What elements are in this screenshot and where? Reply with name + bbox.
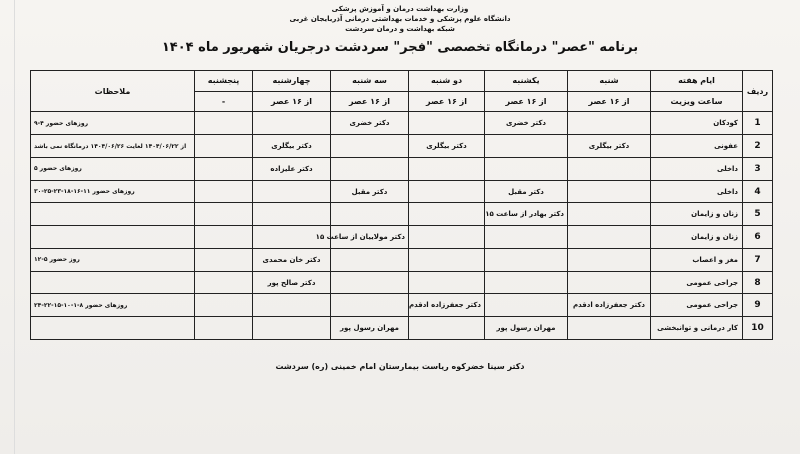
cell-wed: دکتر علیزاده <box>253 157 331 180</box>
cell-notes: روزهای حضور ۵ <box>31 157 195 180</box>
cell-spec: عفونی <box>651 135 743 158</box>
cell-sat: دکتر جعفرزاده ادقدم <box>568 294 651 317</box>
cell-mon <box>409 226 485 249</box>
row-number-header: ردیف <box>743 71 773 112</box>
cell-sun <box>485 226 568 249</box>
cell-sun: دکتر مقبل <box>485 180 568 203</box>
cell-thu <box>195 248 253 271</box>
cell-tue: مهران رسول پور <box>331 317 409 340</box>
cell-spec: کار درمانی و توانبخشی <box>651 317 743 340</box>
cell-num: 7 <box>743 248 773 271</box>
cell-wed: دکتر خان محمدی <box>253 248 331 271</box>
weekday-header: ایام هفته <box>651 71 743 92</box>
network-line: شبکه بهداشت و درمان سردشت <box>345 25 455 33</box>
cell-num: 10 <box>743 317 773 340</box>
cell-thu <box>195 317 253 340</box>
cell-tue: دکتر خضری <box>331 112 409 135</box>
cell-mon: دکتر جعفرزاده ادقدم <box>409 294 485 317</box>
cell-sun: دکتر بهادر از ساعت ۱۵ <box>485 203 568 226</box>
table-row <box>31 112 773 135</box>
ministry-line: وزارت بهداشت درمان و آموزش پزشکی <box>331 5 469 13</box>
cell-spec: جراحی عمومی <box>651 271 743 294</box>
cell-notes: روزهای حضور ۴-۹ <box>31 112 195 135</box>
cell-wed <box>253 180 331 203</box>
cell-sun <box>485 248 568 271</box>
cell-tue <box>331 248 409 271</box>
cell-thu <box>195 135 253 158</box>
cell-sat <box>568 226 651 249</box>
cell-tue <box>331 294 409 317</box>
cell-sun <box>485 135 568 158</box>
monday-time: از ۱۶ عصر <box>409 91 485 112</box>
cell-spec: زنان و زایمان <box>651 203 743 226</box>
cell-sat: دکتر بیگلری <box>568 135 651 158</box>
signature-line: دکتر سینا خضرکوه ریاست بیمارستان امام خمینی (ره) سردشت <box>275 362 525 371</box>
saturday-header: شنبه <box>568 71 651 92</box>
cell-sun: دکتر خضری <box>485 112 568 135</box>
cell-spec: جراحی عمومی <box>651 294 743 317</box>
tuesday-header: سه شنبه <box>331 71 409 92</box>
cell-spec: مغز و اعصاب <box>651 248 743 271</box>
cell-mon <box>409 317 485 340</box>
thursday-header: پنجشنبه <box>195 71 253 92</box>
cell-mon: دکتر بیگلری <box>409 135 485 158</box>
table-row <box>31 226 773 249</box>
cell-sat <box>568 112 651 135</box>
cell-sat <box>568 317 651 340</box>
wednesday-header: چهارشنبه <box>253 71 331 92</box>
schedule-table <box>30 70 773 340</box>
table-row <box>31 317 773 340</box>
cell-mon <box>409 271 485 294</box>
cell-notes: روزهای حضور ۸-۱-۱۰-۱۵-۲۲-۲۴ <box>31 294 195 317</box>
sunday-time: از ۱۶ عصر <box>485 91 568 112</box>
cell-num: 9 <box>743 294 773 317</box>
cell-wed: دکتر بیگلری <box>253 135 331 158</box>
cell-sat <box>568 271 651 294</box>
saturday-time: از ۱۶ عصر <box>568 91 651 112</box>
cell-num: 5 <box>743 203 773 226</box>
cell-mon <box>409 248 485 271</box>
cell-sat <box>568 248 651 271</box>
table-row <box>31 294 773 317</box>
schedule-rows <box>31 112 773 340</box>
cell-spec: داخلی <box>651 157 743 180</box>
cell-wed <box>253 112 331 135</box>
cell-tue <box>331 271 409 294</box>
schedule-title: برنامه "عصر" درمانگاه تخصصی "فجر" سردشت درجریان شهریور ماه ۱۴۰۴ <box>161 40 639 55</box>
cell-num: 6 <box>743 226 773 249</box>
cell-thu <box>195 271 253 294</box>
cell-wed <box>253 203 331 226</box>
cell-thu <box>195 180 253 203</box>
table-row <box>31 135 773 158</box>
cell-mon <box>409 180 485 203</box>
tuesday-time: از ۱۶ عصر <box>331 91 409 112</box>
cell-notes <box>31 203 195 226</box>
cell-num: 1 <box>743 112 773 135</box>
cell-thu <box>195 157 253 180</box>
table-row <box>31 203 773 226</box>
cell-notes: روزهای حضور ۱۱-۱۶-۱۸-۲۳-۲۵-۳۰ <box>31 180 195 203</box>
cell-wed <box>253 294 331 317</box>
cell-thu <box>195 112 253 135</box>
cell-num: 3 <box>743 157 773 180</box>
cell-sat <box>568 180 651 203</box>
cell-thu <box>195 203 253 226</box>
cell-mon <box>409 203 485 226</box>
cell-notes <box>31 226 195 249</box>
cell-sun <box>485 294 568 317</box>
cell-tue: دکتر مولاییان از ساعت ۱۵ <box>331 226 409 249</box>
cell-wed: دکتر صالح پور <box>253 271 331 294</box>
cell-notes <box>31 271 195 294</box>
cell-num: 8 <box>743 271 773 294</box>
visit-time-header: ساعت ویزیت <box>651 91 743 112</box>
table-row <box>31 180 773 203</box>
letterhead <box>0 4 800 34</box>
cell-tue <box>331 203 409 226</box>
cell-num: 2 <box>743 135 773 158</box>
page-edge <box>14 0 15 454</box>
cell-tue: دکتر مقبل <box>331 180 409 203</box>
cell-tue <box>331 157 409 180</box>
cell-tue <box>331 135 409 158</box>
wednesday-time: از ۱۶ عصر <box>253 91 331 112</box>
cell-spec: کودکان <box>651 112 743 135</box>
header-row-days <box>31 71 773 92</box>
cell-thu <box>195 294 253 317</box>
cell-notes: از ۱۴۰۴/۰۶/۲۲ لغایت ۱۴۰۴/۰۶/۲۶ درمانگاه نمی باشد <box>31 135 195 158</box>
cell-sat <box>568 203 651 226</box>
university-line: دانشگاه علوم پزشکی و خدمات بهداشتی درمانی آذربایجان غربی <box>289 15 511 23</box>
cell-mon <box>409 157 485 180</box>
thursday-time: - <box>195 91 253 112</box>
cell-sun <box>485 157 568 180</box>
cell-notes: روز حضور ۵-۱۲ <box>31 248 195 271</box>
cell-sun <box>485 271 568 294</box>
table-row <box>31 248 773 271</box>
cell-sun: مهران رسول پور <box>485 317 568 340</box>
cell-thu <box>195 226 253 249</box>
cell-spec: داخلی <box>651 180 743 203</box>
cell-sat <box>568 157 651 180</box>
cell-notes <box>31 317 195 340</box>
notes-header: ملاحظات <box>31 71 195 112</box>
monday-header: دو شنبه <box>409 71 485 92</box>
cell-spec: زنان و زایمان <box>651 226 743 249</box>
cell-wed <box>253 317 331 340</box>
sunday-header: یکشنبه <box>485 71 568 92</box>
table-row <box>31 157 773 180</box>
table-row <box>31 271 773 294</box>
cell-mon <box>409 112 485 135</box>
cell-num: 4 <box>743 180 773 203</box>
